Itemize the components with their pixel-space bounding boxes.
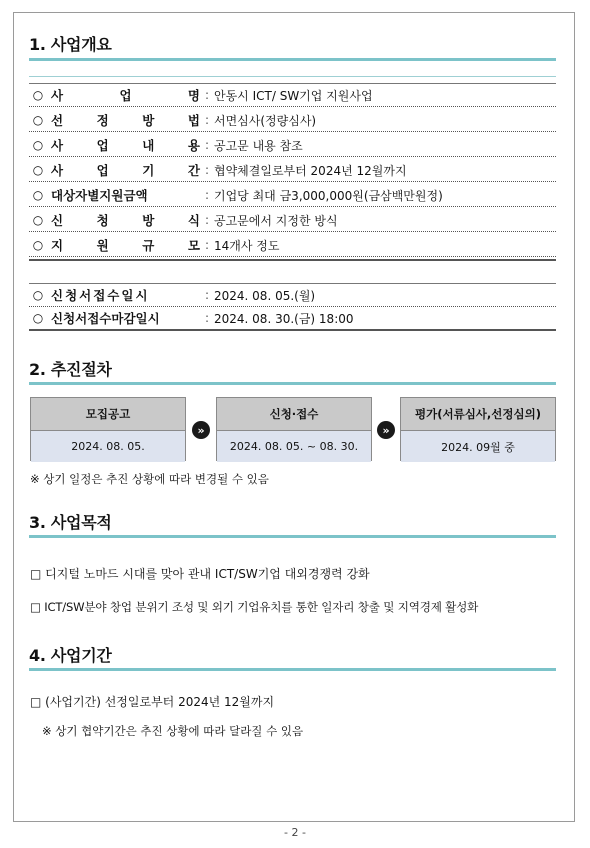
info-row-value: 서면심사(정량심사) [214,113,317,128]
section-divider [29,58,556,61]
purpose-item-1: □ 디지털 노마드 시대를 맞아 관내 ICT/SW기업 대외경쟁력 강화 [30,567,370,581]
circle-bullet-icon: ○ [32,213,44,227]
circle-bullet-icon: ○ [32,288,44,302]
process-step-1 [30,397,186,461]
process-step-2 [216,397,372,461]
process-step-title: 모집공고 [31,398,185,431]
info-row-label: 사 업 명 [51,88,200,103]
info-row [29,284,556,307]
separator: : [204,188,210,202]
circle-bullet-icon: ○ [32,311,44,325]
info-row-value: 안동시 ICT/ SW기업 지원사업 [214,88,373,103]
separator: : [204,288,210,302]
info-row-label: 신청서접수마감일시 [51,311,160,326]
circle-bullet-icon: ○ [32,88,44,102]
info-row [29,159,556,182]
separator: : [204,213,210,227]
info-row [29,134,556,157]
info-row-label: 지 원 규 모 [51,238,200,253]
section-title-period: 4. 사업기간 [29,646,112,665]
circle-bullet-icon: ○ [32,138,44,152]
info-row-label: 선 정 방 법 [51,113,200,128]
process-step-title: 평가(서류심사,선정심의) [401,398,555,431]
separator: : [204,138,210,152]
info-row-label: 대상자별지원금액 [51,188,148,203]
circle-bullet-icon: ○ [32,113,44,127]
double-chevron-right-icon: » [377,421,395,439]
table-top-line [29,76,556,77]
section-title-overview: 1. 사업개요 [29,35,112,54]
period-item: □ (사업기간) 선정일로부터 2024년 12월까지 [30,695,275,709]
double-chevron-right-icon: » [192,421,210,439]
circle-bullet-icon: ○ [32,188,44,202]
info-row-value: 공고문 내용 참조 [214,138,303,153]
info-row [29,234,556,257]
separator: : [204,238,210,252]
section-divider [29,382,556,385]
dates-bottom-rule [29,329,556,331]
process-step-date: 2024. 08. 05. [31,431,185,462]
process-step-title: 신청·접수 [217,398,371,431]
section-title-process: 2. 추진절차 [29,360,112,379]
info-row [29,209,556,232]
info-row [29,184,556,207]
info-row-label: 사 업 내 용 [51,138,200,153]
separator: : [204,88,210,102]
process-step-3 [400,397,556,461]
info-row-label: 신 청 방 식 [51,213,200,228]
info-row-value: 협약체결일로부터 2024년 12월까지 [214,163,407,178]
section-divider [29,535,556,538]
info-row-value: 공고문에서 지정한 방식 [214,213,338,228]
schedule-note: ※ 상기 일정은 추진 상황에 따라 변경될 수 있음 [30,472,269,486]
info-row [29,109,556,132]
section-divider [29,668,556,671]
info-row-value: 2024. 08. 30.(금) 18:00 [214,311,354,326]
info-row-label: 신청서접수일시 [51,288,150,303]
page-number: - 2 - [284,826,306,839]
period-note: ※ 상기 협약기간은 추진 상황에 따라 달라질 수 있음 [42,724,304,738]
separator: : [204,311,210,325]
separator: : [204,163,210,177]
process-step-date: 2024. 08. 05. ~ 08. 30. [217,431,371,462]
purpose-item-2: □ ICT/SW분야 창업 분위기 조성 및 외기 기업유치를 통한 일자리 창출 및 지역경제 활성화 [30,600,479,614]
circle-bullet-icon: ○ [32,163,44,177]
info-row [29,307,556,330]
info-row-value: 2024. 08. 05.(월) [214,288,316,303]
process-step-date: 2024. 09월 중 [401,431,555,462]
separator: : [204,113,210,127]
circle-bullet-icon: ○ [32,238,44,252]
info-row-label: 사 업 기 간 [51,163,200,178]
info-row [29,84,556,107]
table-bottom-rule [29,259,556,261]
section-title-purpose: 3. 사업목적 [29,513,112,532]
info-row-value: 기업당 최대 금3,000,000원(금삼백만원정) [214,188,443,203]
info-row-value: 14개사 정도 [214,238,280,253]
